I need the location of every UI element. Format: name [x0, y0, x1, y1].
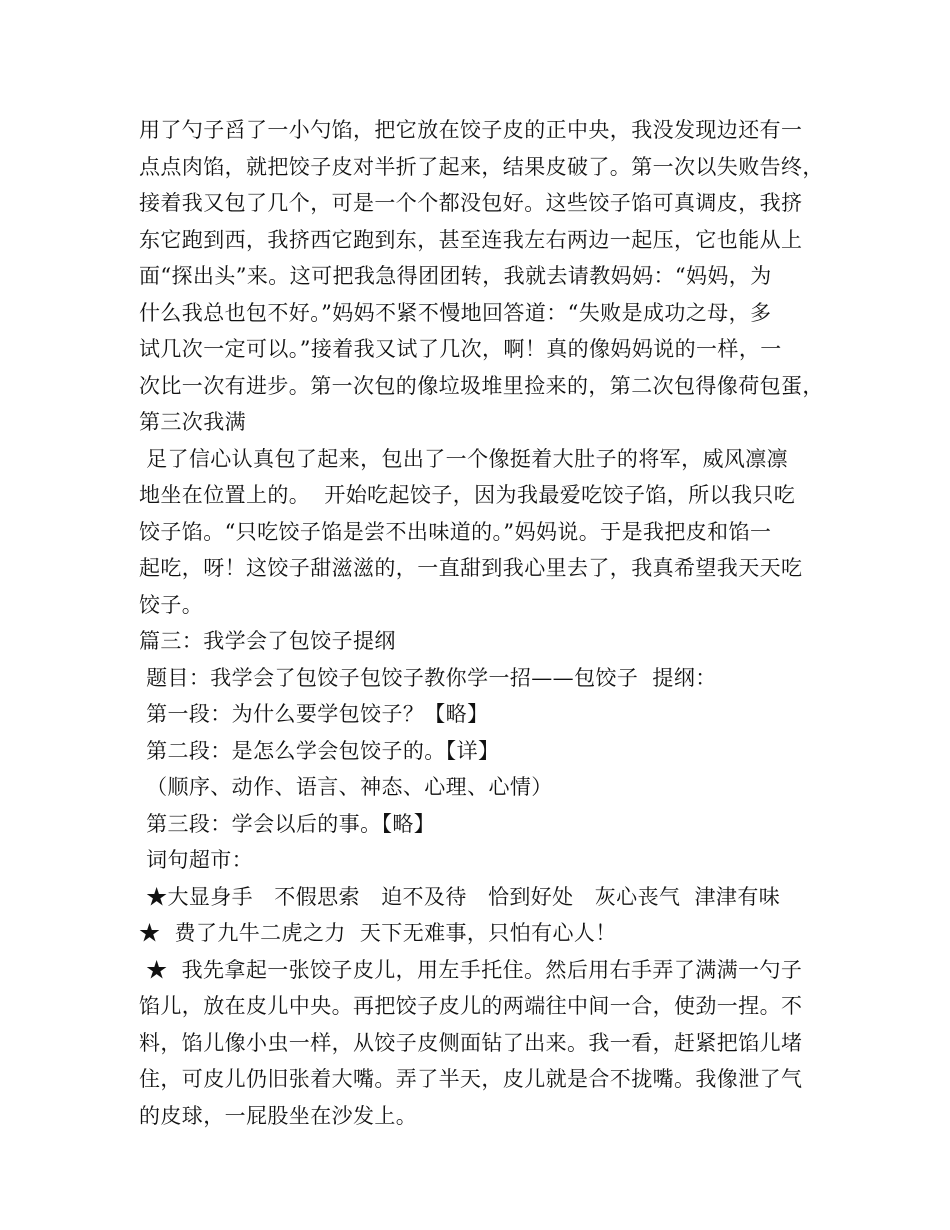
- text-line: 饺子。: [139, 592, 204, 617]
- text-line: 试几次一定可以。”接着我又试了几次，啊！真的像妈妈说的一样，一: [139, 337, 782, 361]
- text-line: 地坐在位置上的。 开始吃起饺子，因为我最爱吃饺子馅，所以我只吃: [139, 483, 796, 507]
- outline-item: （顺序、动作、语言、神态、心理、心情）: [139, 775, 553, 799]
- text-line: 东它跑到西，我挤西它跑到东，甚至连我左右两边一起压，它也能从上: [139, 227, 803, 252]
- text-line: 足了信心认真包了起来，包出了一个像挺着大肚子的将军，威风凛凛: [139, 446, 789, 471]
- text-line: 馅儿，放在皮儿中央。再把饺子皮儿的两端往中间一合，使劲一捏。不: [139, 994, 803, 1018]
- document-body: [139, 112, 824, 1134]
- text-line: 面“探出头”来。这可把我急得团团转，我就去请教妈妈：“妈妈，为: [139, 264, 772, 288]
- text-line: 次比一次有进步。第一次包的像垃圾堆里捡来的，第二次包得像荷包蛋，: [139, 373, 824, 398]
- text-line: 第三次我满: [139, 410, 246, 434]
- text-line: 起吃，呀！这饺子甜滋滋的，一直甜到我心里去了，我真希望我天天吃: [139, 556, 803, 580]
- text-line: 点点肉馅，就把饺子皮对半折了起来，结果皮破了。第一次以失败告终，: [139, 154, 824, 179]
- text-line: 什么我总也包不好。”妈妈不紧不慢地回答道：“失败是成功之母，多: [139, 300, 772, 325]
- text-line: 接着我又包了几个，可是一个个都没包好。这些饺子馅可真调皮，我挤: [139, 191, 803, 215]
- text-line: 料，馅儿像小虫一样，从饺子皮侧面钻了出来。我一看，赶紧把馅儿堵: [139, 1030, 803, 1055]
- text-line: 的皮球，一屁股坐在沙发上。: [139, 1103, 418, 1128]
- text-line: 住，可皮儿仍旧张着大嘴。弄了半天，皮儿就是合不拢嘴。我像泄了气: [139, 1067, 803, 1091]
- outline-title: 题目：我学会了包饺子包饺子教你学一招——包饺子 提纲：: [139, 665, 717, 690]
- vocabulary-heading: 词句超市：: [139, 848, 254, 872]
- vocabulary-list: ★大显身手 不假思索 迫不及待 恰到好处 灰心丧气 津津有味: [139, 884, 781, 909]
- outline-item: 第一段：为什么要学包饺子？【略】: [139, 702, 489, 726]
- outline-item: 第三段：学会以后的事。【略】: [139, 811, 436, 836]
- section-heading: 篇三：我学会了包饺子提纲: [139, 629, 396, 653]
- example-paragraph: ★ 我先拿起一张饺子皮儿，用左手托住。然后用右手弄了满满一勺子: [139, 957, 803, 982]
- text-line: 饺子馅。“只吃饺子馅是尝不出味道的。”妈妈说。于是我把皮和馅一: [139, 519, 772, 544]
- text-line: 用了勺子舀了一小勺馅，把它放在饺子皮的正中央，我没发现边还有一: [139, 118, 803, 142]
- vocabulary-list: ★ 费了九牛二虎之力 天下无难事，只怕有心人！: [139, 921, 617, 945]
- outline-item: 第二段：是怎么学会包饺子的。【详】: [139, 738, 500, 763]
